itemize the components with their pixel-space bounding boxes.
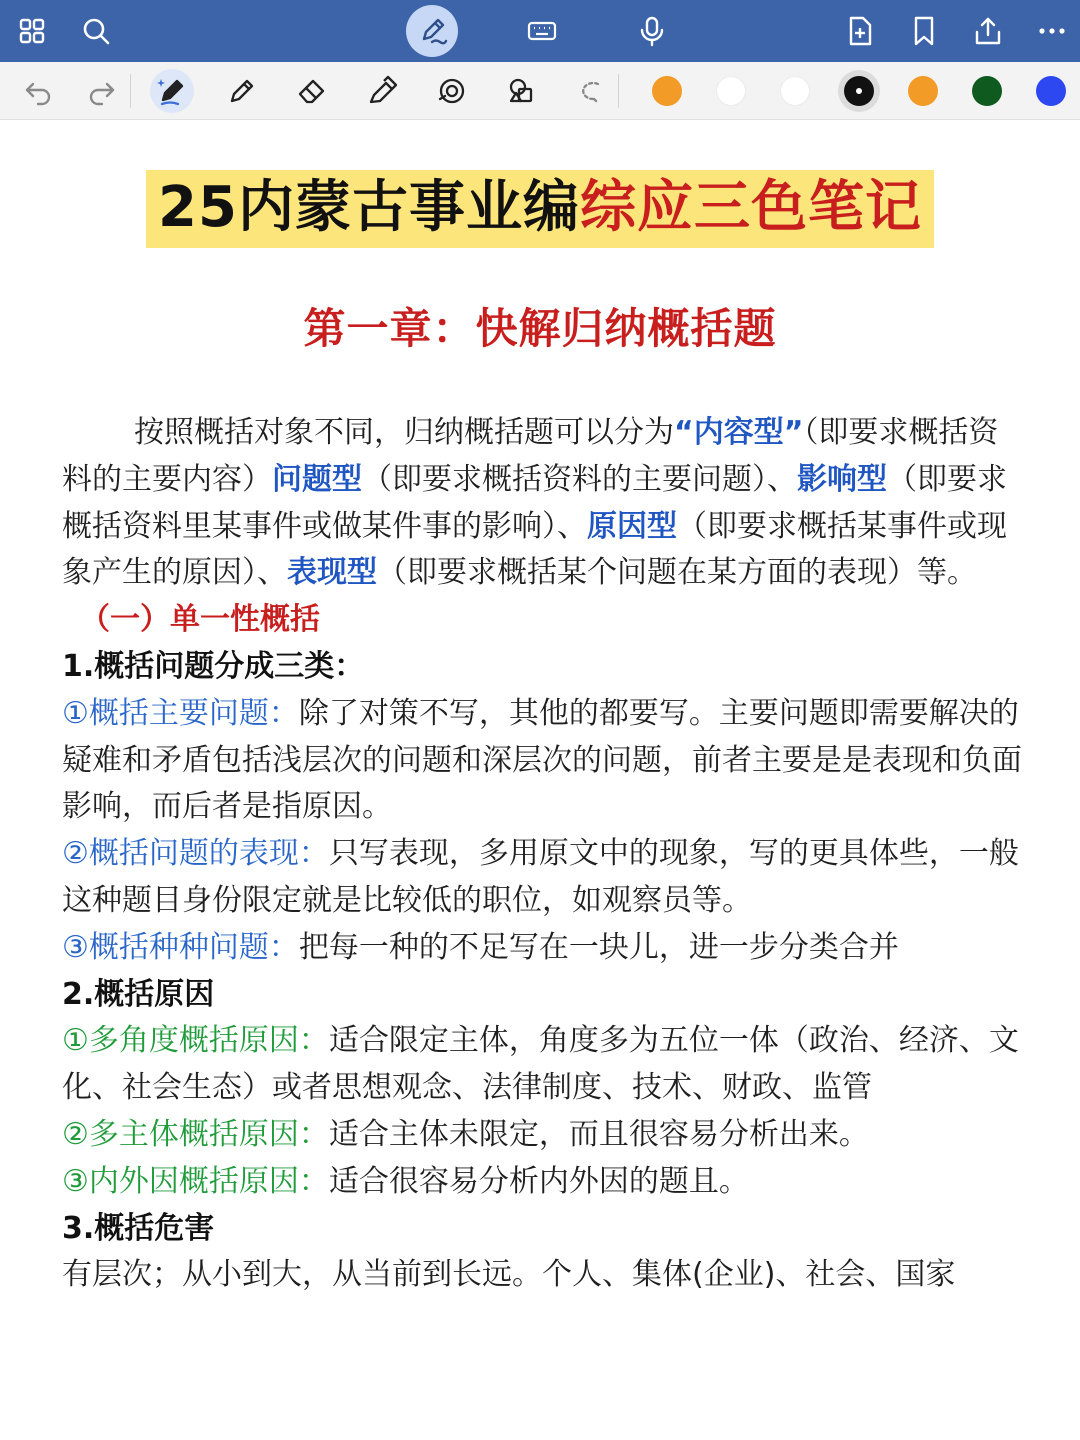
title-red-part: 综应三色笔记 <box>579 175 922 240</box>
grid-icon[interactable] <box>10 9 54 53</box>
app-top-bar <box>0 0 1080 62</box>
item-text: 适合很容易分析内外因的题且。 <box>328 1163 749 1199</box>
item-label: ②概括问题的表现： <box>62 836 329 872</box>
item-label: ①概括主要问题： <box>62 695 299 731</box>
item-label: ③内外因概括原因： <box>62 1163 329 1199</box>
title-black-part: 25内蒙古事业编 <box>158 175 580 240</box>
intro-text: （即要求概括资料的主要问题）、 <box>362 461 797 497</box>
intro-text: （即要求概括某个问题在某方面的表现）等。 <box>377 555 977 591</box>
list-item <box>62 925 1022 972</box>
item-text: 只写表现，多用原文中的现象，写的更具体些，一般这种题目身份限定就是比较低的职位，如观察员等。 <box>62 836 1019 918</box>
toolbar-divider <box>618 74 619 108</box>
color-swatch-orange[interactable] <box>652 76 682 106</box>
more-icon[interactable] <box>1030 9 1074 53</box>
item-text: 适合主体未限定，而且很容易分析出来。 <box>328 1116 869 1152</box>
title-highlight <box>146 170 934 248</box>
intro-text: （即要求概括资料里某事件或做某件事的影响）、 <box>62 461 1007 544</box>
pen-mode-icon[interactable] <box>406 5 458 57</box>
drawing-toolbar <box>0 62 1080 120</box>
pencil-icon[interactable] <box>220 69 264 113</box>
list-item <box>62 1159 1022 1206</box>
color-swatch-dark-green[interactable] <box>972 76 1002 106</box>
eraser-icon[interactable] <box>290 69 334 113</box>
list-item <box>62 691 1022 831</box>
color-swatch-orange[interactable] <box>908 76 938 106</box>
shape-recognition-icon[interactable] <box>430 69 474 113</box>
shapes-icon[interactable] <box>500 69 544 113</box>
share-icon[interactable] <box>966 9 1010 53</box>
keyword-manifestation-type: 表现型 <box>287 555 377 591</box>
keyword-impact-type: 影响型 <box>797 461 887 497</box>
keyword-problem-type: 问题型 <box>272 461 362 497</box>
list-item <box>62 1112 1022 1159</box>
color-swatch-white[interactable] <box>716 76 746 106</box>
heading-1: 1.概括问题分成三类： <box>62 648 365 684</box>
section-title: （一）单一性概括 <box>80 602 320 638</box>
item-text: 把每一种的不足写在一块儿，进一步分类合并 <box>298 929 899 965</box>
item-label: ②多主体概括原因： <box>62 1116 329 1152</box>
color-swatch-white[interactable] <box>780 76 810 106</box>
intro-text: （即要求概括资料的主要内容） <box>62 415 999 497</box>
item-text: 适合限定主体，角度多为五位一体（政治、经济、文化、社会生态）或者思想观念、法律制度、技术、财政、监管 <box>62 1023 1019 1106</box>
highlighter-icon[interactable] <box>360 69 404 113</box>
microphone-icon[interactable] <box>630 9 674 53</box>
document-title <box>0 170 1080 248</box>
intro-text: 按照概括对象不同，归纳概括题可以分为 <box>134 415 674 450</box>
search-icon[interactable] <box>74 9 118 53</box>
bookmark-icon[interactable] <box>902 9 946 53</box>
list-item <box>62 1018 1022 1112</box>
ai-pen-icon[interactable] <box>150 69 194 113</box>
undo-icon[interactable] <box>16 69 60 113</box>
lasso-icon[interactable] <box>568 69 612 113</box>
color-swatch-blue[interactable] <box>1036 76 1066 106</box>
heading-2: 2.概括原因 <box>62 976 215 1012</box>
toolbar-divider <box>130 74 131 108</box>
chapter-title: 第一章：快解归纳概括题 <box>303 304 777 353</box>
heading-3: 3.概括危害 <box>62 1210 215 1246</box>
keyword-content-type: “内容型” <box>674 415 804 450</box>
color-swatch-black-selected[interactable] <box>838 70 880 112</box>
note-body <box>62 410 1022 1299</box>
item-label: ③概括种种问题： <box>62 929 299 965</box>
keyword-cause-type: 原因型 <box>587 508 677 544</box>
list-item: 有层次；从小到大，从当前到长远。个人、集体(企业)、社会、国家 <box>62 1257 956 1293</box>
intro-paragraph <box>62 410 1022 597</box>
item-text: 除了对策不写，其他的都要写。主要问题即需要解决的疑难和矛盾包括浅层次的问题和深层次的问题，前者主要是是表现和负面影响，而后者是指原因。 <box>62 695 1022 825</box>
intro-text: （即要求概括某事件或现象产生的原因）、 <box>62 508 1007 591</box>
list-item <box>62 831 1022 925</box>
redo-icon[interactable] <box>80 69 124 113</box>
keyboard-icon[interactable] <box>520 9 564 53</box>
item-label: ①多角度概括原因： <box>62 1023 329 1059</box>
new-page-icon[interactable] <box>838 9 882 53</box>
